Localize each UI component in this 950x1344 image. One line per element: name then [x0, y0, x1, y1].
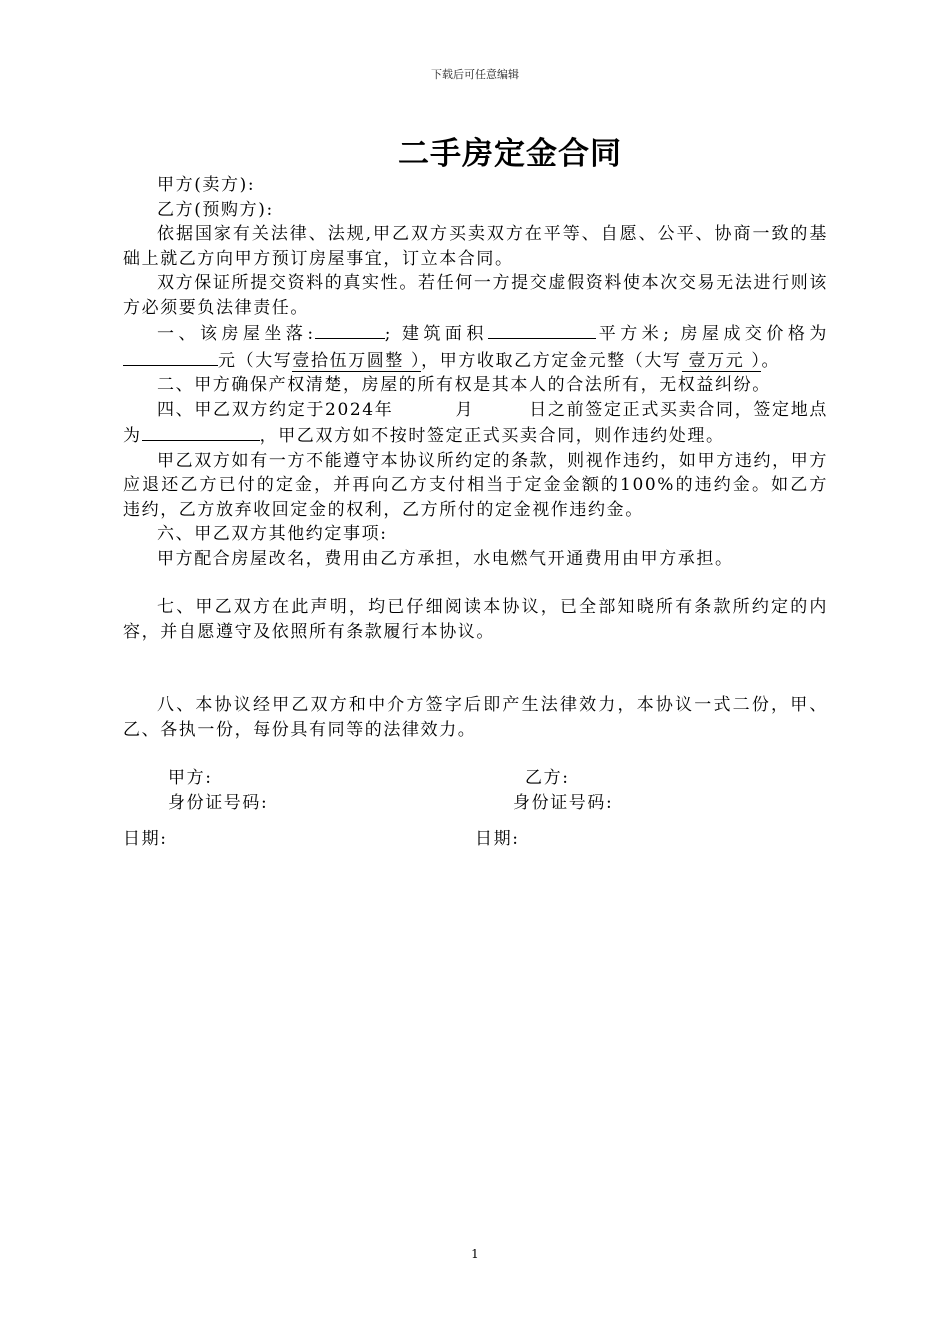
- breach-paragraph: 甲乙双方如有一方不能遵守本协议所约定的条款，则视作违约，如甲方违约，甲方应退还乙方已付的定金，并再向乙方支付相当于定金金额的100%的违约金。如乙方违约，乙方放弃收回定金的权利，乙方所付的定金视作违约金。: [123, 450, 828, 520]
- price-blank: [123, 347, 218, 366]
- clause-6-body: 甲方配合房屋改名，费用由乙方承担，水电燃气开通费用由甲方承担。: [157, 548, 734, 569]
- clause-8: 八、本协议经甲乙双方和中介方签字后即产生法律效力，本协议一式二份，甲、乙、各执一份，每份具有同等的法律效力。: [123, 695, 828, 740]
- clause-7: 七、甲乙双方在此声明，均已仔细阅读本协议，已全部知晓所有条款所约定的内容，并自愿遵守及依照所有条款履行本协议。: [123, 597, 828, 642]
- guarantee-paragraph: 双方保证所提交资料的真实性。若任何一方提交虚假资料使本次交易无法进行则该方必须要负法律责任。: [123, 273, 828, 318]
- clause-6-title: 六、甲乙双方其他约定事项:: [157, 524, 388, 544]
- party-b-line: 乙方(预购方):: [157, 199, 274, 220]
- party-a-line: 甲方(卖方):: [157, 175, 256, 195]
- clause-1-area-label: ; 建筑面积: [384, 324, 488, 344]
- location-blank: [315, 320, 385, 339]
- clause-4-year-label: 四、甲乙双方约定于2024年: [157, 399, 394, 420]
- signature-row-party: [123, 766, 828, 791]
- clause-1-deposit-label: ，甲方收取乙方定金元整（大写: [421, 350, 682, 371]
- clause-2: 二、甲方确保产权清楚，房屋的所有权是其本人的合法所有，无权益纠纷。: [157, 375, 771, 395]
- signature-row-date: [123, 827, 828, 852]
- clause-4: [123, 398, 828, 449]
- page-header-note: 下载后可任意编辑: [431, 68, 519, 81]
- clause-4-rest: ，甲乙双方如不按时签定正式买卖合同，则作违约处理。: [259, 426, 725, 446]
- signature-date-b: 日期:: [475, 829, 520, 849]
- signature-party-a: 甲方:: [168, 768, 213, 788]
- signature-party-b: 乙方:: [525, 768, 570, 788]
- clause-1-price-label: 平方米; 房屋成交价格为: [595, 324, 828, 344]
- clause-4-place-label: 日之前签定正式买卖合同，签定地点为: [123, 399, 828, 446]
- signature-id-b: 身份证号码:: [513, 792, 614, 813]
- area-blank: [488, 320, 596, 339]
- clause-4-month-label: 月: [455, 399, 475, 420]
- clause-1-location-label: 一、该房屋坐落:: [157, 324, 315, 344]
- signature-date-a: 日期:: [123, 829, 168, 849]
- intro-paragraph: 依据国家有关法律、法规,甲乙双方买卖双方在平等、自愿、公平、协商一致的基础上就乙方向甲方预订房屋事宜，订立本合同。: [123, 224, 828, 269]
- price-uppercase: 壹拾伍万圆整 ）: [292, 350, 422, 371]
- clause-1-end: 。: [761, 350, 781, 371]
- place-blank: [142, 422, 260, 441]
- page-number: 1: [471, 1247, 479, 1261]
- deposit-uppercase: 壹万元 ）: [681, 350, 762, 371]
- clause-1: [123, 320, 828, 373]
- contract-body: [123, 173, 828, 852]
- clause-1-upper-label: 元（大写: [218, 350, 293, 371]
- document-title: 二手房定金合同: [398, 136, 622, 172]
- signature-id-a: 身份证号码:: [168, 792, 269, 813]
- signature-row-id: [123, 791, 828, 816]
